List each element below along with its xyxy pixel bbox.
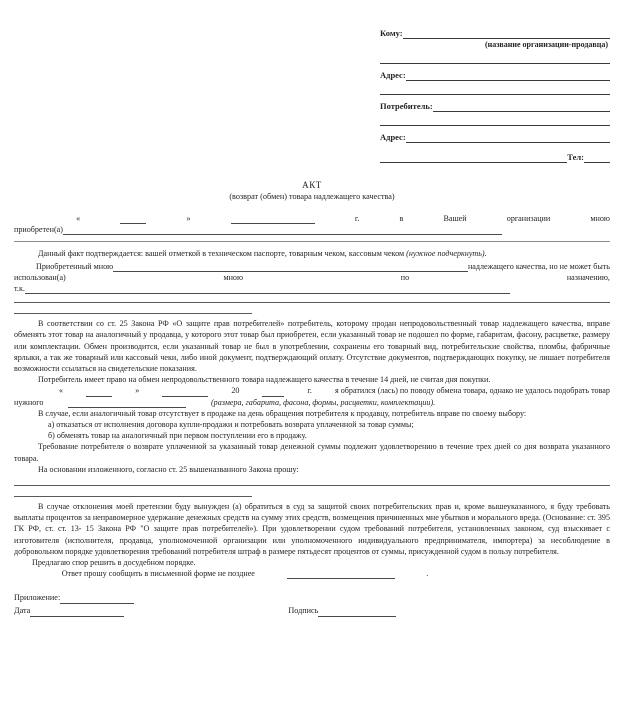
confirmation-text: Данный факт подтверждается: вашей отметкой в техническом паспорте, товарным чеком, кассовым чеком <box>38 249 407 259</box>
attachment-field[interactable] <box>60 595 134 604</box>
addressee-block <box>0 22 610 163</box>
acquired-label: приобретен(а) <box>14 225 63 235</box>
acquired-line <box>14 224 610 235</box>
request-line: На основании изложенного, согласно ст. 25 вышеназванного Закона прошу: <box>38 464 299 474</box>
pretrial-paragraph: Предлагаю спор решить в досудебном порядке. <box>32 558 196 568</box>
document-body <box>14 213 610 579</box>
acquired-item-lead: Приобретенный мною <box>36 261 114 271</box>
reason-label: т.к. <box>14 284 25 294</box>
addressee-to-label: Кому: <box>380 28 403 38</box>
word-your: Вашей <box>443 214 467 223</box>
addressee-to-field[interactable] <box>403 27 610 39</box>
appeal-month-field[interactable] <box>162 388 208 397</box>
needed-field[interactable] <box>68 399 186 408</box>
addressee-address-second-line[interactable] <box>380 84 610 95</box>
used-by-me: мною <box>223 272 244 282</box>
needed-italic-note: (размера, габарита, фасона, формы, расцветки, комплектации). <box>210 397 436 407</box>
consumer-label: Потребитель: <box>380 101 433 111</box>
appeal-text: я обратился (лась) по поводу обмена товара, однако не удалось подобрать товар <box>335 386 610 396</box>
answer-request-tail: . <box>426 569 429 579</box>
used-label: использован(а) <box>14 272 66 282</box>
used-by: по <box>400 272 410 282</box>
appeal-year-field[interactable] <box>262 388 284 397</box>
addressee-to-row <box>380 22 610 39</box>
date-label: Дата <box>14 606 31 616</box>
document-subtitle: (возврат (обмен) товара надлежащего качества) <box>229 192 395 201</box>
purchase-date-line <box>14 213 610 224</box>
answer-request-text: Ответ прошу сообщить в письменной форме не позднее <box>61 569 255 579</box>
option-a: а) отказаться от исполнения договора купли-продажи и потребовать возврата уплаченной за товар суммы; <box>48 420 414 430</box>
refund-term-paragraph: Требование потребителя о возврате уплаченной за указанный товар денежной суммы подлежит удовлетворению в течение трех дней со дня возврата указанного товара. <box>14 442 610 463</box>
quote-open: « <box>76 214 81 223</box>
purchase-month-field[interactable] <box>231 215 315 224</box>
phone-prefix-line[interactable] <box>380 151 567 163</box>
needed-label: нужного <box>14 397 44 407</box>
signature-field[interactable] <box>318 608 396 617</box>
acquired-item-line <box>14 261 610 272</box>
confirmation-italic: (нужное подчеркнуть) <box>406 249 485 259</box>
acquired-item-field[interactable] <box>113 263 468 272</box>
used-purpose: назначению, <box>566 272 610 282</box>
purchase-year-mark: г. <box>354 214 360 223</box>
answer-request-line <box>14 568 610 579</box>
quote-close: » <box>186 214 191 223</box>
article-25-paragraph: В соответствии со ст. 25 Закона РФ «О защите прав потребителей» потребитель, которому продан непродовольственный товар надлежащего качества, вправе обменять этот товар на аналогичный у продавца, у которого этот товар был приобретен, если указанный товар не подошел по форме, габаритам, фасону, расцветке, размеру или комплектации. Обмен производится, если указанный товар не был в употреблении, сохранены его товарный вид, потребительские свойства, пломбы, фабричные ярлыки, а так же товарный или кассовый чеки, либо иной документ, подтверждающий оплату. Отсутствие документов, подтверждающих покупку, не лишает потребителя возможности ссылаться на свидетельские показания. <box>14 319 610 374</box>
confirmation-paragraph <box>14 248 610 259</box>
date-field[interactable] <box>30 608 124 617</box>
acquired-field[interactable] <box>63 226 502 235</box>
fourteen-days-paragraph: Потребитель имеет право на обмен непродовольственного товара надлежащего качества в течение 14 дней, не считая дня покупки. <box>38 375 491 385</box>
consumer-address-field[interactable] <box>406 131 610 143</box>
answer-deadline-field[interactable] <box>287 570 395 579</box>
consumer-address-label: Адрес: <box>380 132 406 142</box>
court-paragraph: В случае отклонения моей претензии буду вынужден (а) обратиться в суд за защитой своих потребительских прав и, кроме вышеуказанного, я буду требовать выплаты процентов за неправомерное удержание денежных средств на сумму этих средств, возмещения причиненных мне убытков и морального вреда. (Основание: ст. 395 ГК РФ, ст. ст. 13- 15 Закона РФ "О защите прав потребителей»). При удовлетворении судом требований потребителя, установленных законом, суд взыскивает с изготовителя (исполнителя, продавца, уполномоченной организации или уполномоченного индивидуального предпринимателя, импортера) за несоблюдение в добровольном порядке удовлетворения требований потребителя штраф в размере пятьдесят процентов от суммы, присужденной судом в пользу потребителя. <box>14 502 610 556</box>
document-page <box>0 22 624 722</box>
phone-label: Тел: <box>567 152 584 162</box>
document-title: АКТ <box>302 180 322 190</box>
word-by-me: мною <box>590 214 610 223</box>
appeal-day-field[interactable] <box>86 388 112 397</box>
appeal-quote-open: « <box>59 386 64 396</box>
word-in: в <box>399 214 404 223</box>
date-signature-row <box>14 604 610 617</box>
title-block <box>0 179 624 203</box>
phone-row <box>380 146 610 163</box>
footer-block <box>14 591 610 617</box>
word-organization: организации <box>506 214 551 223</box>
addressee-address-row <box>380 64 610 81</box>
reason-line <box>14 283 610 294</box>
attachment-label: Приложение: <box>14 593 61 603</box>
addressee-to-second-line[interactable] <box>380 53 610 64</box>
addressee-address-field[interactable] <box>406 69 610 81</box>
appeal-date-line <box>14 385 610 396</box>
needed-line <box>14 397 610 408</box>
option-b: б) обменять товар на аналогичный при первом поступлении его в продажу. <box>48 431 307 441</box>
reason-field[interactable] <box>25 285 510 294</box>
signature-label: Подпись <box>288 606 319 616</box>
consumer-field[interactable] <box>433 100 610 112</box>
acquired-item-after: надлежащего качества, но не может быть <box>467 261 610 271</box>
appeal-year-mark: г. <box>307 386 312 396</box>
attachment-row <box>14 591 610 604</box>
addressee-address-label: Адрес: <box>380 70 406 80</box>
consumer-row <box>380 95 610 112</box>
phone-field[interactable] <box>584 151 610 163</box>
purchase-day-field[interactable] <box>120 215 146 224</box>
appeal-year-prefix: 20 <box>231 386 240 396</box>
addressee-to-note: (название организации-продавца) <box>484 40 608 49</box>
consumer-second-line[interactable] <box>380 115 610 126</box>
consumer-address-row <box>380 126 610 143</box>
usage-line <box>14 272 610 283</box>
confirmation-tail: . <box>484 249 487 259</box>
absent-goods-paragraph: В случае, если аналогичный товар отсутствует в продаже на день обращения потребителя к продавцу, потребитель вправе по своему выбору: <box>38 408 527 418</box>
appeal-quote-close: » <box>135 386 140 396</box>
